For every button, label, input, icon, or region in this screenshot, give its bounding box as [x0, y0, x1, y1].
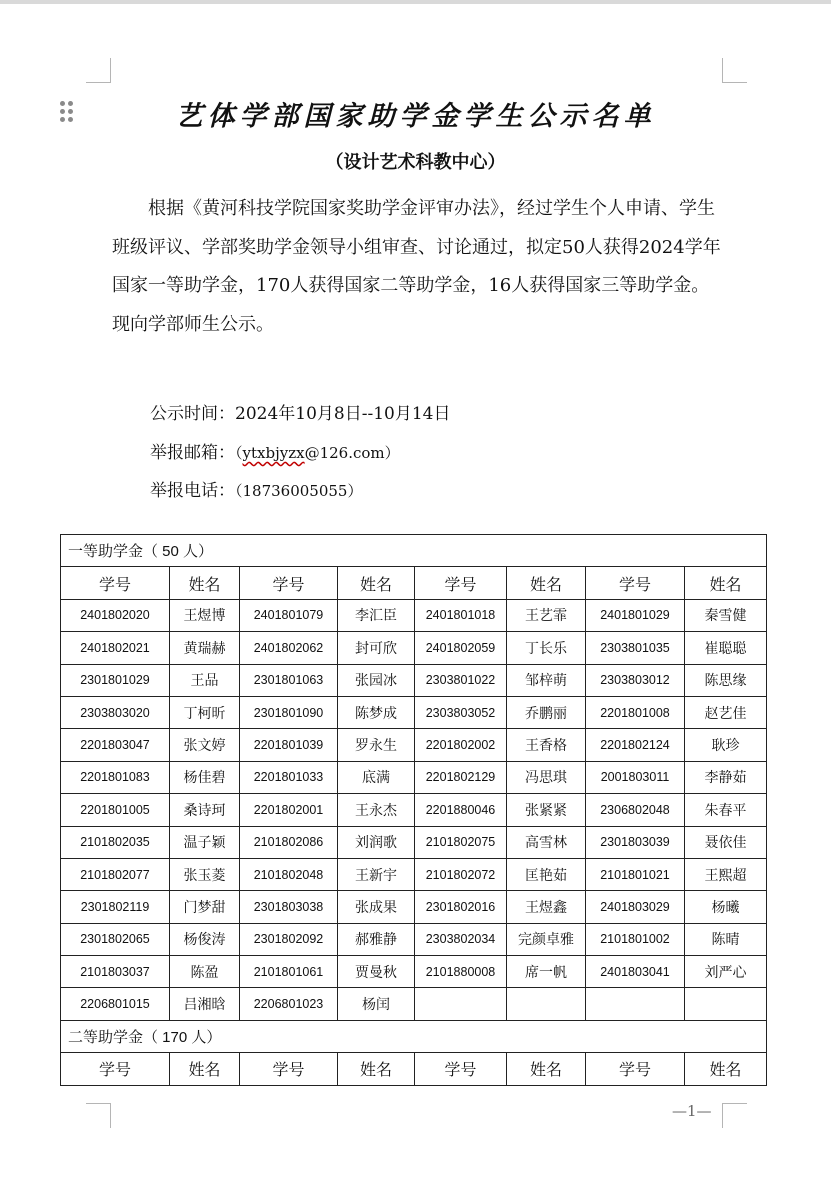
- student-name-cell: 王煜鑫: [507, 891, 586, 923]
- student-name-cell: 邹梓萌: [507, 664, 586, 696]
- margin-mark-bottom-right: [722, 1103, 747, 1128]
- student-id-cell: 2206801015: [61, 988, 170, 1020]
- header-student-id: 学号: [61, 567, 170, 599]
- student-name-cell: 李静茹: [685, 761, 767, 793]
- student-name-cell: 杨佳碧: [170, 761, 240, 793]
- grant-list-table: [60, 534, 767, 1086]
- table-row: [61, 761, 767, 793]
- student-name-cell: 耿珍: [685, 729, 767, 761]
- student-name-cell: 黄瑞赫: [170, 632, 240, 664]
- student-id-cell: 2101802075: [415, 826, 507, 858]
- student-id-cell: 2101802086: [240, 826, 338, 858]
- student-id-cell: 2201803047: [61, 729, 170, 761]
- notice-phone-label: 举报电话：: [150, 481, 235, 501]
- student-id-cell: 2303803012: [586, 664, 685, 696]
- student-name-cell: 罗永生: [338, 729, 415, 761]
- page-number: —1—: [672, 1102, 712, 1120]
- student-name-cell: 冯思琪: [507, 761, 586, 793]
- student-id-cell: 2101802077: [61, 858, 170, 890]
- student-id-cell: 2101802035: [61, 826, 170, 858]
- student-name-cell: 刘严心: [685, 956, 767, 988]
- student-id-cell: 2401801029: [586, 599, 685, 631]
- notice-time-label: 公示时间：: [150, 404, 235, 424]
- announcement-paragraph: 根据《黄河科技学院国家奖助学金评审办法》，经过学生个人申请、学生班级评议、学部奖助学金领导小组审查、讨论通过，拟定50人获得2024学年国家一等助学金，170人获得国家二等助学金，16人获得国家三等助学金。现向学部师生公示。: [112, 198, 721, 335]
- student-name-cell: 张文婷: [170, 729, 240, 761]
- student-name-cell: 刘润歌: [338, 826, 415, 858]
- student-name-cell: 李汇臣: [338, 599, 415, 631]
- student-name-cell: 陈思缘: [685, 664, 767, 696]
- document-subtitle: （设计艺术科教中心）: [325, 152, 506, 173]
- section-title-row: [61, 535, 767, 567]
- student-id-cell: 2201802002: [415, 729, 507, 761]
- student-id-cell: 2401801079: [240, 599, 338, 631]
- student-id-cell: 2206801023: [240, 988, 338, 1020]
- header-student-id: 学号: [240, 567, 338, 599]
- notice-email-close: ）: [384, 444, 400, 462]
- student-id-cell: 2303801022: [415, 664, 507, 696]
- section-title-row: [61, 1020, 767, 1052]
- margin-mark-bottom-left: [86, 1103, 111, 1128]
- section-title: 一等助学金（ 50 人）: [61, 535, 767, 567]
- header-student-id: 学号: [415, 1053, 507, 1085]
- student-name-cell: 张玉菱: [170, 858, 240, 890]
- student-name-cell: 吕湘晗: [170, 988, 240, 1020]
- student-name-cell: 朱春平: [685, 794, 767, 826]
- notice-email: [150, 438, 400, 463]
- student-id-cell: 2101880008: [415, 956, 507, 988]
- notice-time-value: 2024年10月8日--10月14日: [235, 404, 451, 424]
- header-student-id: 学号: [415, 567, 507, 599]
- student-id-cell: 2401801018: [415, 599, 507, 631]
- table-row: [61, 696, 767, 728]
- student-id-cell: 2303801035: [586, 632, 685, 664]
- student-name-cell: 完颜卓雅: [507, 923, 586, 955]
- table-row: [61, 632, 767, 664]
- student-id-cell: 2301802119: [61, 891, 170, 923]
- student-name-cell: 陈盈: [170, 956, 240, 988]
- student-id-cell: 2301802065: [61, 923, 170, 955]
- header-student-name: 姓名: [685, 567, 767, 599]
- notice-phone-value: （18736005055）: [235, 482, 363, 500]
- student-id-cell: 2201802124: [586, 729, 685, 761]
- student-id-cell: 2401803029: [586, 891, 685, 923]
- student-id-cell: 2001803011: [586, 761, 685, 793]
- student-id-cell: 2201801083: [61, 761, 170, 793]
- header-student-id: 学号: [586, 567, 685, 599]
- header-student-id: 学号: [240, 1053, 338, 1085]
- student-name-cell: 王永杰: [338, 794, 415, 826]
- student-id-cell: 2301801063: [240, 664, 338, 696]
- table-row: [61, 599, 767, 631]
- student-id-cell: 2401802021: [61, 632, 170, 664]
- student-id-cell: 2401802059: [415, 632, 507, 664]
- student-name-cell: 门梦甜: [170, 891, 240, 923]
- header-student-name: 姓名: [170, 567, 240, 599]
- margin-mark-top-left: [86, 58, 111, 83]
- student-name-cell: 匡艳茹: [507, 858, 586, 890]
- student-id-cell: 2301802016: [415, 891, 507, 923]
- header-student-name: 姓名: [507, 567, 586, 599]
- student-id-cell: 2301803038: [240, 891, 338, 923]
- student-name-cell: 高雪林: [507, 826, 586, 858]
- notice-email-open: （: [235, 444, 243, 462]
- student-id-cell: 2201802001: [240, 794, 338, 826]
- student-name-cell: 王熙超: [685, 858, 767, 890]
- student-name-cell: 杨曦: [685, 891, 767, 923]
- student-name-cell: 席一帆: [507, 956, 586, 988]
- student-id-cell: 2201802129: [415, 761, 507, 793]
- top-border: [0, 0, 831, 4]
- table-row: [61, 794, 767, 826]
- student-name-cell: 秦雪健: [685, 599, 767, 631]
- header-student-name: 姓名: [338, 567, 415, 599]
- student-name-cell: 郝雅静: [338, 923, 415, 955]
- student-id-cell: 2301801029: [61, 664, 170, 696]
- table-row: [61, 729, 767, 761]
- student-name-cell: 聂依佳: [685, 826, 767, 858]
- table-row: [61, 858, 767, 890]
- table-row: [61, 923, 767, 955]
- header-student-name: 姓名: [170, 1053, 240, 1085]
- student-name-cell: 贾曼秋: [338, 956, 415, 988]
- student-id-cell: 2401802020: [61, 599, 170, 631]
- student-name-cell: 桑诗珂: [170, 794, 240, 826]
- student-name-cell: 温子颖: [170, 826, 240, 858]
- table-row: [61, 664, 767, 696]
- student-name-cell: 杨俊涛: [170, 923, 240, 955]
- section-title: 二等助学金（ 170 人）: [61, 1020, 767, 1052]
- student-name-cell: 赵艺佳: [685, 696, 767, 728]
- document-title: 艺体学部国家助学金学生公示名单: [175, 101, 656, 132]
- student-id-cell: 2301802092: [240, 923, 338, 955]
- student-name-cell: 张紧紧: [507, 794, 586, 826]
- margin-mark-top-right: [722, 58, 747, 83]
- student-id-cell: [415, 988, 507, 1020]
- student-id-cell: 2303803052: [415, 696, 507, 728]
- student-id-cell: 2101801021: [586, 858, 685, 890]
- student-id-cell: 2101802048: [240, 858, 338, 890]
- student-name-cell: 丁柯昕: [170, 696, 240, 728]
- header-student-name: 姓名: [507, 1053, 586, 1085]
- student-name-cell: 陈晴: [685, 923, 767, 955]
- student-id-cell: 2303802034: [415, 923, 507, 955]
- student-id-cell: 2101801061: [240, 956, 338, 988]
- table-row: [61, 988, 767, 1020]
- notice-time: [150, 399, 450, 424]
- student-id-cell: 2101803037: [61, 956, 170, 988]
- notice-email-label: 举报邮箱：: [150, 443, 235, 463]
- student-id-cell: 2101802072: [415, 858, 507, 890]
- table-header-row: [61, 1053, 767, 1085]
- student-name-cell: 崔聪聪: [685, 632, 767, 664]
- student-id-cell: 2201801008: [586, 696, 685, 728]
- student-name-cell: 王新宇: [338, 858, 415, 890]
- student-name-cell: [507, 988, 586, 1020]
- student-id-cell: 2101801002: [586, 923, 685, 955]
- student-id-cell: 2201880046: [415, 794, 507, 826]
- notice-phone: [150, 476, 362, 501]
- table-row: [61, 956, 767, 988]
- header-student-id: 学号: [586, 1053, 685, 1085]
- student-name-cell: 王煜博: [170, 599, 240, 631]
- table-header-row: [61, 567, 767, 599]
- student-name-cell: 陈梦成: [338, 696, 415, 728]
- student-name-cell: 王香格: [507, 729, 586, 761]
- student-id-cell: 2201801005: [61, 794, 170, 826]
- student-name-cell: 张园冰: [338, 664, 415, 696]
- student-id-cell: 2306802048: [586, 794, 685, 826]
- student-name-cell: 王品: [170, 664, 240, 696]
- student-id-cell: 2401802062: [240, 632, 338, 664]
- student-id-cell: [586, 988, 685, 1020]
- table-row: [61, 891, 767, 923]
- student-name-cell: 王艺霏: [507, 599, 586, 631]
- student-name-cell: 封可欣: [338, 632, 415, 664]
- header-student-name: 姓名: [685, 1053, 767, 1085]
- student-name-cell: [685, 988, 767, 1020]
- student-id-cell: 2201801033: [240, 761, 338, 793]
- student-name-cell: 底满: [338, 761, 415, 793]
- table-row: [61, 826, 767, 858]
- notice-email-user[interactable]: ytxbjyzx: [242, 444, 305, 462]
- student-id-cell: 2201801039: [240, 729, 338, 761]
- student-name-cell: 乔鹏丽: [507, 696, 586, 728]
- student-id-cell: 2301803039: [586, 826, 685, 858]
- student-id-cell: 2401803041: [586, 956, 685, 988]
- student-name-cell: 杨闰: [338, 988, 415, 1020]
- student-id-cell: 2301801090: [240, 696, 338, 728]
- student-name-cell: 张成果: [338, 891, 415, 923]
- notice-email-domain: @126.com: [304, 444, 385, 462]
- student-id-cell: 2303803020: [61, 696, 170, 728]
- header-student-id: 学号: [61, 1053, 170, 1085]
- student-name-cell: 丁长乐: [507, 632, 586, 664]
- header-student-name: 姓名: [338, 1053, 415, 1085]
